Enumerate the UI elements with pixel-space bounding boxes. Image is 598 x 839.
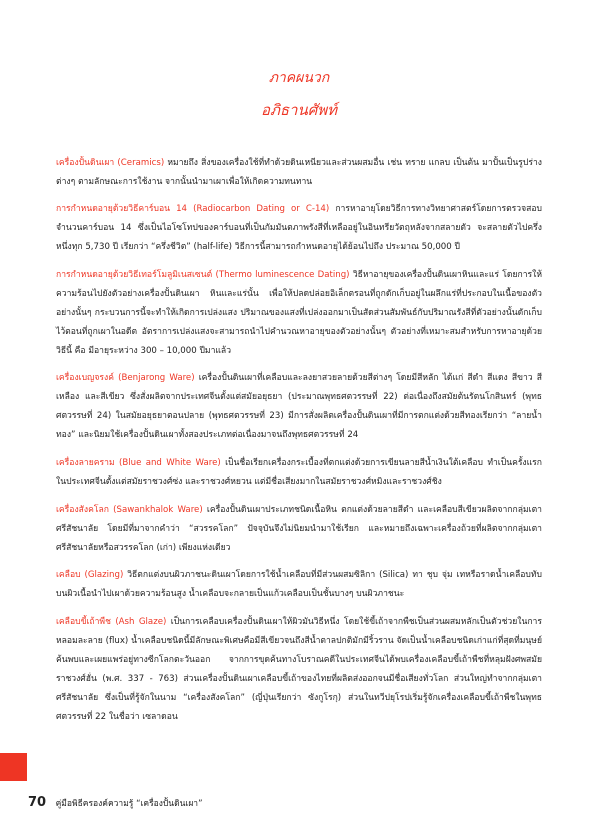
glossary-definition: เป็นการเคลือบเครื่องปั้นดินเผาให้ผิวมันวิธีหนึ่ง โดยใช้ขี้เถ้าจากพืชเป็นส่วนผสมหลักเป็นตัวช่วยในการหลอมละลาย (flux) น้ำเคลือบชนิดนี้มีลักษณะพิเศษคือมีสีเขียวจนถึงสีน้ำตาลปกติมักมีริ้วราน จัดเป็นน้ำเคลือบชนิดเก่าแก่ที่สุดที่มนุษย์ค้นพบและเผยแพร่อยู่ทางซีกโลกตะวันออก จากการขุดค้นทางโบราณคดีในประเทศจีนได้พบเครื่องเคลือบขี้เถ้าพืชที่หลุมฝังศพสมัยราชวงศ์ฮั่น (พ.ศ. 337 - 763) ส่วนเครื่องปั้นดินเผาเคลือบขี้เถ้าของไทยที่ผลิตส่งออกจนมีชื่อเสียงทั่วโลก ส่วนใหญ่ทำจากกลุ่มเตาศรีสัชนาลัย ซึ่งเป็นที่รู้จักในนาม “เครื่องสังคโลก” (ญี่ปุ่นเรียกว่า ซังกูโรกุ) ส่วนในทวีปยุโรปเริ่มรู้จักเครื่องเคลือบขี้เถ้าพืชในพุทธศตวรรษที่ 22 ในชื่อว่า เซลาดอน [56,616,542,722]
glossary-term: เครื่องเบญจรงค์ (Benjarong Ware) [56,373,195,384]
glossary-term: เคลือบ (Glazing) [56,570,124,581]
book-title: คู่มือพิธีครองค์ความรู้ “เครื่องปั้นดินเผา” [55,799,203,809]
page-number: 70 [28,795,47,810]
glossary-entry [56,266,542,361]
glossary-definition: เครื่องปั้นดินเผาที่เคลือบและลงยาสวยลายด้วยสีต่างๆ โดยมีสีหลัก ได้แก่ สีดำ สีแดง สีขาว สีเหลือง และสีเขียว ซึ่งสั่งผลิตจากประเทศจีนตั้งแต่สมัยอยุธยา (ประมาณพุทธศตวรรษที่ 22) ต่อเนื่องถึงสมัยต้นรัตนโกสินทร์ (พุทธศตวรรษที่ 24) ในสมัยอยุธยาตอนปลาย (พุทธศตวรรษที่ 23) มีการสั่งผลิตเครื่องปั้นดินเผาที่มีการตกแต่งด้วยสีทองเรียกว่า “ลายน้ำทอง” และนิยมใช้เครื่องปั้นดินเผาทั้งสองประเภทต่อเนื่องมาจนถึงพุทธศตวรรษที่ 24 [56,373,542,441]
glossary-term: เครื่องสังคโลก (Sawankhalok Ware) [56,504,203,515]
glossary-definition: เป็นชื่อเรียกเครื่องกระเบื้องที่ตกแต่งด้วยการเขียนลายสีน้ำเงินใต้เคลือบ ทำเป็นครั้งแรกในประเทศจีนตั้งแต่สมัยราชวงศ์ซ่ง และราชวงศ์หยวน แต่มีชื่อเสียงมากในสมัยราชวงศ์หมิงและราชวงศ์ชิง [56,457,542,487]
glossary-term: เคลือบขี้เถ้าพืช (Ash Glaze) [56,616,167,627]
section-title: ภาคผนวก [268,70,330,86]
glossary-entry [56,566,542,604]
glossary-definition: วิธีตกแต่งบนผิวภาชนะดินเผาโดยการใช้น้ำเคลือบที่มีส่วนผสมซิลิกา (Silica) ทา ชุบ จุ่ม เทหรือราดน้ำเคลือบทับบนผิวเนื้อนำไปเผาด้วยความร้อนสูง น้ำเคลือบจะกลายเป็นแก้วเคลือบเป็นชั้นบางๆ บนผิวภาชนะ [56,570,543,600]
glossary-entry [56,369,542,445]
glossary-entry [56,200,542,257]
glossary-entry [56,454,542,492]
glossary-list [56,145,542,731]
glossary-entry [56,154,542,192]
glossary-definition: เครื่องปั้นดินเผาประเภทชนิดเนื้อหิน ตกแต่งด้วยลายสีดำ และเคลือบสีเขียวผลิตจากกลุ่มเตาศรีสัชนาลัย โดยมีที่มาจากคำว่า “สวรรคโลก” ปัจจุบันจึงไม่นิยมนำมาใช้เรียก และหมายถึงเฉพาะเครื่องถ้วยที่ผลิตจากกลุ่มเตาศรีสัชนาลัยหรือสวรรคโลก (เก่า) เพียงแห่งเดียว [56,504,542,553]
glossary-title: อภิธานศัพท์ [260,101,338,119]
glossary-entry [56,501,542,558]
glossary-definition: หมายถึง สิ่งของเครื่องใช้ที่ทำด้วยดินเหนียวและส่วนผสมอื่น เช่น ทราย แกลบ เป็นต้น มาปั้นเป็นรูปร่างต่างๆ ตามลักษณะการใช้งาน จากนั้นนำมาเผาเพื่อให้เกิดความทนทาน [56,157,542,187]
page-footer [28,795,203,810]
glossary-definition: การหาอายุโดยวิธีการทางวิทยาศาสตร์โดยการตรวจสอบจำนวนคาร์บอน 14 ซึ่งเป็นไอโซโทปของคาร์บอนที่เป็นกัมมันตภาพรังสีที่เหลืออยู่ในอินทรียวัตถุหลังจากสลายตัว จะสลายตัวไปครึ่งหนึ่งทุก 5,730 ปี เรียกว่า “ครึ่งชีวิต” (half-life) วิธีการนี้สามารถกำหนดอายุได้ย้อนไปถึง ประมาณ 50,000 ปี [56,204,542,253]
glossary-term: การกำหนดอายุด้วยวิธีคาร์บอน 14 (Radiocarbon Dating or C-14) [56,204,330,215]
glossary-entry [56,613,542,727]
glossary-term: เครื่องลายคราม (Blue and White Ware) [56,457,221,468]
glossary-term: เครื่องปั้นดินเผา (Ceramics) [56,157,165,168]
side-tab-marker [0,753,27,781]
glossary-definition: วิธีหาอายุของเครื่องปั้นดินเผาหินและแร่ โดยการให้ความร้อนไปยังตัวอย่างเครื่องปั้นดินเผา หินและแร่นั้น เพื่อให้ปลดปล่อยอิเล็กตรอนที่ถูกดักเก็บอยู่ในผลึกแร่ที่ประกอบในเนื้อของตัวอย่างนั้นๆ กระบวนการนี้จะทำให้เกิดการเปล่งแสง ปริมาณของแสงที่เปล่งออกมาเป็นสัดส่วนสัมพันธ์กับปริมาณรังสีที่ตัวอย่างนั้นดักเก็บไว้ตอนที่ถูกเผาในอดีต อัตราการเปล่งแสงจะสามารถนำไปคำนวณหาอายุของตัวอย่างนั้นๆ ตัวอย่างที่เหมาะสมสำหรับการหาอายุด้วยวิธีนี้ คือ มีอายุระหว่าง 300 – 10,000 ปีมาแล้ว [56,269,543,356]
glossary-term: การกำหนดอายุด้วยวิธีเทอร์โมลูมิเนสเซนต์ (Thermo luminescence Dating) [56,269,350,280]
